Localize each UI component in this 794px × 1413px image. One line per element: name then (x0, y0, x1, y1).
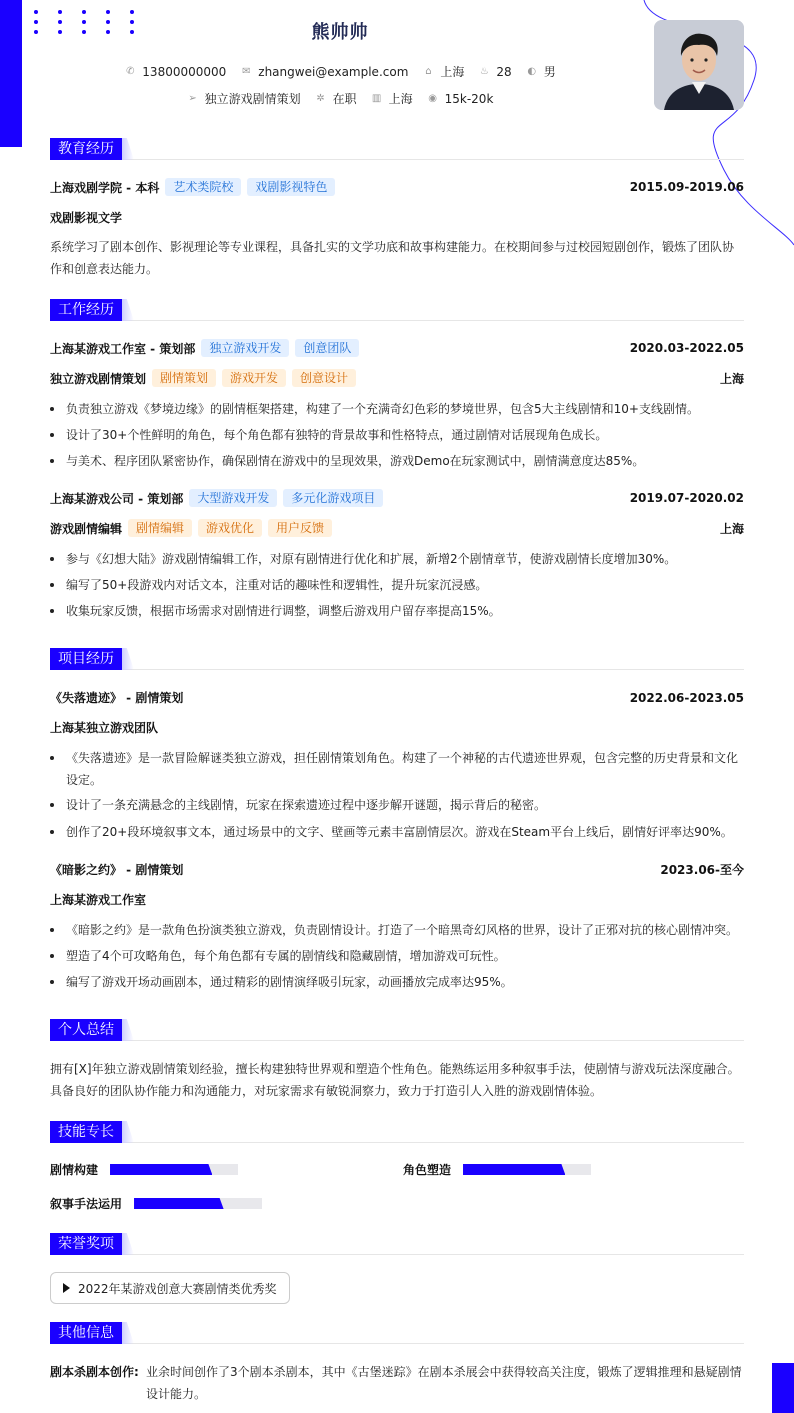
skill-bar-fill (134, 1198, 224, 1209)
tag: 艺术类院校 (165, 178, 241, 196)
list-item: 收集玩家反馈，根据市场需求对剧情进行调整，调整后游戏用户留存率提高15%。 (50, 600, 744, 622)
tag: 创意团队 (295, 339, 359, 357)
edu-date: 2015.09-2019.06 (629, 180, 744, 194)
list-item: 与美术、程序团队紧密协作，确保剧情在游戏中的呈现效果，游戏Demo在玩家测试中，剧情满意度达85%。 (50, 450, 744, 472)
list-item: 参与《幻想大陆》游戏剧情编辑工作，对原有剧情进行优化和扩展，新增2个剧情章节，使游戏剧情长度增加30%。 (50, 548, 744, 570)
age: ♨ 28 (479, 64, 512, 79)
list-item: 《失落遗迹》是一款冒险解谜类独立游戏，担任剧情策划角色。构建了一个神秘的古代遗迹世界观，包含完整的历史背景和文化设定。 (50, 747, 744, 791)
summary-text: 拥有[X]年独立游戏剧情策划经验，擅长构建独特世界观和塑造个性角色。能熟练运用多种叙事手法，使剧情与游戏玩法深度融合。具备良好的团队协作能力和沟通能力，对玩家需求有敏锐洞察力，致力于打造引人入胜的游戏剧情体验。 (50, 1062, 740, 1098)
project-date: 2022.06-2023.05 (629, 690, 744, 705)
section-awards: 荣誉奖项 (50, 1233, 744, 1255)
city: ⌂ 上海 (422, 63, 464, 80)
home-icon: ⌂ (425, 65, 432, 77)
tag: 游戏开发 (222, 369, 286, 387)
status: ✲ 在职 (316, 92, 357, 106)
send-icon: ➢ (188, 92, 197, 104)
section-summary: 个人总结 (50, 1019, 744, 1041)
skill-item: 叙事手法运用 (50, 1195, 262, 1212)
skill-item: 角色塑造 (403, 1161, 591, 1178)
skill-bar (110, 1164, 238, 1175)
skill-item: 剧情构建 (50, 1161, 238, 1178)
gender-icon: ◐ (527, 65, 537, 77)
work-role: 游戏剧情编辑 剧情编辑 游戏优化 用户反馈 上海 (50, 521, 744, 536)
candidate-name: 熊帅帅 (311, 22, 369, 43)
job-intent-row (0, 90, 680, 107)
list-item: 设计了30+个性鲜明的角色，每个角色都有独特的背景故事和性格特点，通过剧情对话展现角色成长。 (50, 424, 744, 446)
list-item: 《暗影之约》是一款角色扮演类独立游戏，负责剧情设计。打造了一个暗黑奇幻风格的世界，设计了正邪对抗的核心剧情冲突。 (50, 919, 744, 941)
cake-icon: ♨ (479, 65, 489, 77)
section-other: 其他信息 (50, 1322, 744, 1344)
project-title: 《暗影之约》 - 剧情策划 2023.06-至今 (50, 863, 744, 877)
work-date: 2019.07-2020.02 (629, 491, 744, 505)
list-item: 设计了一条充满悬念的主线剧情，玩家在探索遗迹过程中逐步解开谜题，揭示背后的秘密。 (50, 794, 744, 816)
tag: 大型游戏开发 (189, 489, 277, 507)
salary: ◉ 15k-20k (428, 91, 494, 106)
skill-bar-fill (463, 1164, 565, 1175)
phone-icon: ✆ (126, 65, 135, 77)
list-item: 创作了20+段环境叙事文本，通过场景中的文字、壁画等元素丰富剧情层次。游戏在Steam平台上线后，剧情好评率达90%。 (50, 821, 744, 843)
tag: 多元化游戏项目 (283, 489, 383, 507)
tag: 用户反馈 (268, 519, 332, 537)
work-city: ▥ 上海 (371, 92, 413, 106)
tag: 独立游戏开发 (201, 339, 289, 357)
email: ✉ zhangwei@example.com (242, 64, 409, 79)
decor-right-bar (772, 1363, 794, 1413)
section-projects: 项目经历 (50, 648, 744, 670)
tag: 戏剧影视特色 (247, 178, 335, 196)
coin-icon: ◉ (428, 92, 437, 104)
status-icon: ✲ (316, 92, 325, 104)
tag: 创意设计 (292, 369, 356, 387)
tag: 剧情策划 (152, 369, 216, 387)
mail-icon: ✉ (242, 65, 251, 77)
list-item: 编写了50+段游戏内对话文本，注重对话的趣味性和逻辑性，提升玩家沉浸感。 (50, 574, 744, 596)
edu-major: 戏剧影视文学 (50, 211, 123, 225)
section-work: 工作经历 (50, 299, 744, 321)
triangle-right-icon (63, 1283, 70, 1293)
edu-header: 上海戏剧学院 - 本科 艺术类院校 戏剧影视特色 2015.09-2019.06 (50, 180, 744, 195)
project-org: 上海某独立游戏团队 (50, 721, 159, 735)
skill-bar (134, 1198, 262, 1209)
skill-bar-fill (110, 1164, 212, 1175)
skill-bar (463, 1164, 591, 1175)
work-company: 上海某游戏公司 - 策划部 大型游戏开发 多元化游戏项目 2019.07-2020.02 (50, 491, 744, 506)
other-text: 业余时间创作了3个剧本杀剧本，其中《古堡迷踪》在剧本杀展会中获得较高关注度，锻炼了逻辑推理和悬疑剧情设计能力。 (146, 1365, 742, 1401)
list-item: 塑造了4个可攻略角色，每个角色都有专属的剧情线和隐藏剧情，增加游戏可玩性。 (50, 945, 744, 967)
phone: ✆ 13800000000 (126, 64, 227, 79)
contact-row (0, 63, 680, 80)
list-item: 负责独立游戏《梦境边缘》的剧情框架搭建，构建了一个充满奇幻色彩的梦境世界，包含5大主线剧情和10+支线剧情。 (50, 398, 744, 420)
section-skills: 技能专长 (50, 1121, 744, 1143)
list-item: 编写了游戏开场动画剧本，通过精彩的剧情演绎吸引玩家，动画播放完成率达95%。 (50, 971, 744, 993)
gender: ◐ 男 (527, 65, 556, 79)
section-education: 教育经历 (50, 138, 744, 160)
edu-desc: 系统学习了剧本创作、影视理论等专业课程，具备扎实的文学功底和故事构建能力。在校期间参与过校园短剧创作，锻炼了团队协作和创意表达能力。 (50, 240, 735, 276)
work-company: 上海某游戏工作室 - 策划部 独立游戏开发 创意团队 2020.03-2022.05 (50, 341, 744, 356)
work-location: 上海 (719, 521, 744, 536)
project-org: 上海某游戏工作室 (50, 893, 147, 907)
project-title: 《失落遗迹》 - 剧情策划 2022.06-2023.05 (50, 690, 744, 705)
avatar (654, 20, 744, 110)
position: ➢ 独立游戏剧情策划 (188, 92, 301, 106)
work-date: 2020.03-2022.05 (629, 341, 744, 355)
other-label: 剧本杀剧本创作: (50, 1365, 139, 1379)
project-date: 2023.06-至今 (660, 863, 744, 877)
work-role: 独立游戏剧情策划 剧情策划 游戏开发 创意设计 上海 (50, 371, 744, 386)
work-location: 上海 (719, 371, 744, 386)
award-item: 2022年某游戏创意大赛剧情类优秀奖 (50, 1272, 290, 1304)
tag: 剧情编辑 (128, 519, 192, 537)
building-icon: ▥ (371, 92, 382, 104)
tag: 游戏优化 (198, 519, 262, 537)
